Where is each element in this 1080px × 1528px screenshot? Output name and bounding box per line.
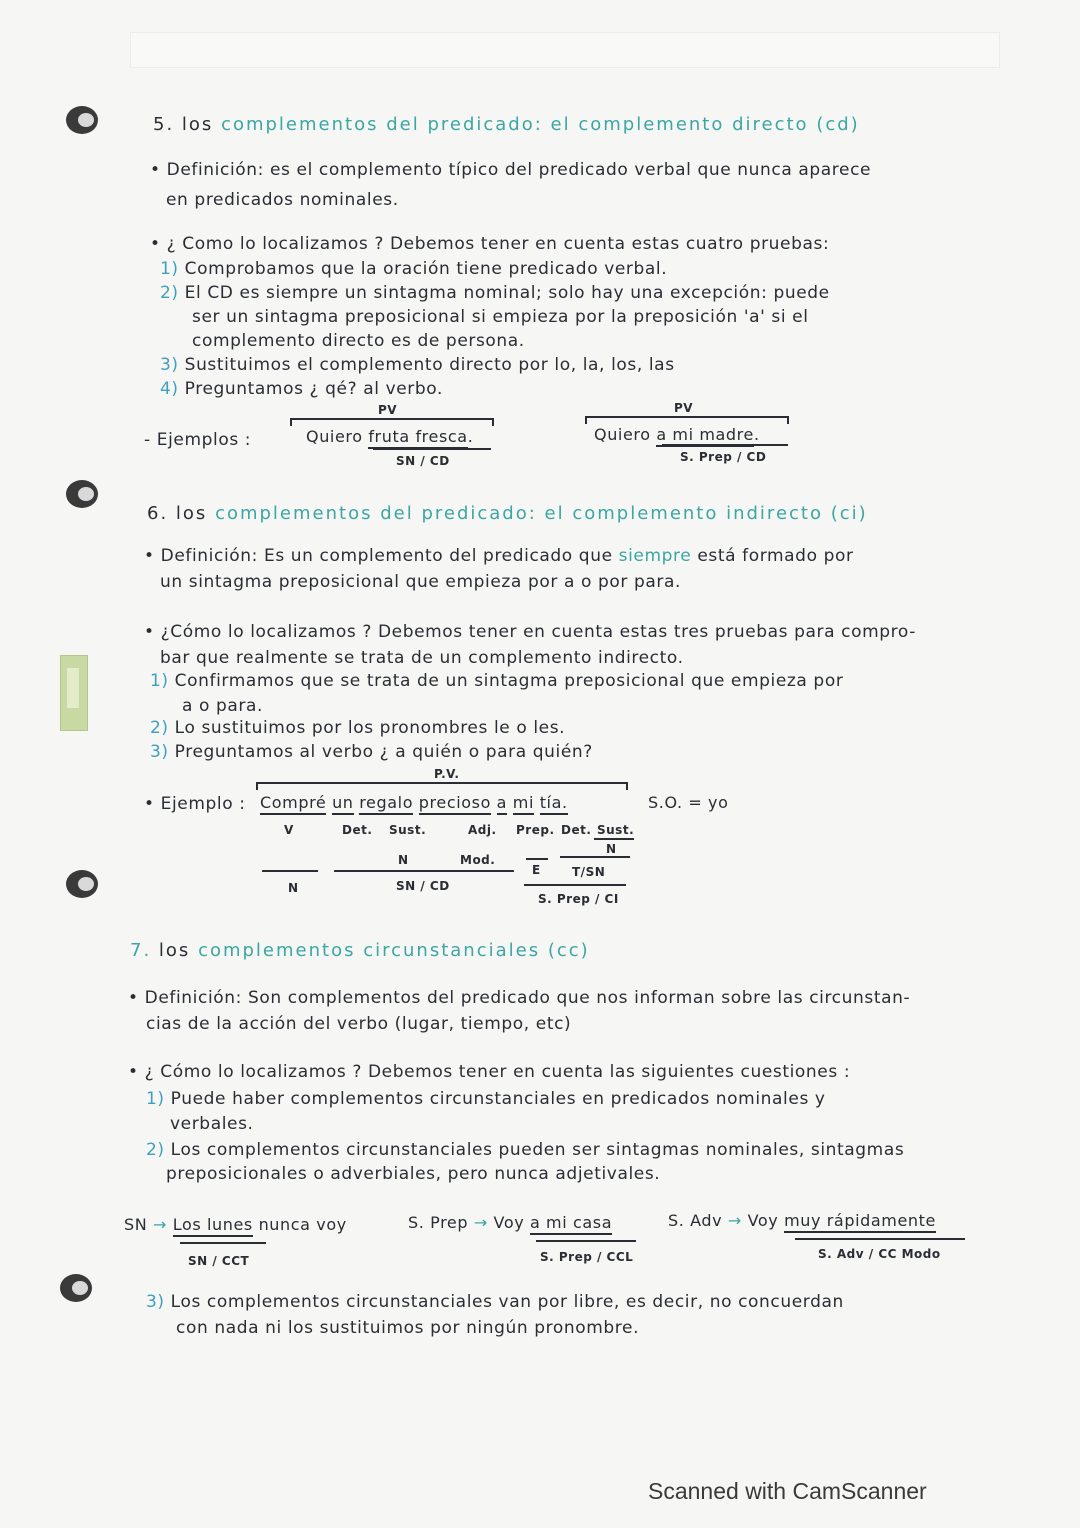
pv-label: PV	[378, 403, 398, 417]
section-6-how-cont: bar que realmente se trata de un complemento indirecto.	[160, 648, 684, 668]
rule-item: preposicionales o adverbiales, pero nunca adjetivales.	[166, 1164, 661, 1184]
constituent-line	[662, 444, 788, 446]
cc-example-tag: S. Adv / CC Modo	[818, 1247, 941, 1261]
pv-bracket	[290, 418, 494, 426]
constituent-line	[180, 1242, 266, 1244]
example-1-tag: SN / CD	[396, 454, 450, 468]
function-label: E	[532, 863, 541, 877]
cc-example-tag: S. Prep / CCL	[540, 1250, 634, 1264]
constituent-line	[536, 1240, 636, 1242]
section-6-definition-cont: un sintagma preposicional que empieza por a o por para.	[160, 572, 681, 592]
category-label: Sust.	[597, 823, 635, 837]
rule-item: 1) Puede haber complementos circunstanciales en predicados nominales y	[146, 1089, 826, 1109]
rule-item: 3) Los complementos circunstanciales van por libre, es decir, no concuerdan	[146, 1292, 844, 1312]
category-label: Sust.	[389, 823, 427, 837]
cc-example-sn: SN → Los lunes nunca voy	[124, 1217, 347, 1233]
binder-hole-icon	[58, 862, 102, 906]
constituent-line	[373, 448, 491, 450]
function-label: N	[606, 842, 617, 856]
rule-item: verbales.	[170, 1114, 254, 1134]
category-label: Prep.	[516, 823, 555, 837]
section-5-definition: • Definición: es el complemento típico del predicado verbal que nunca aparece	[150, 160, 872, 180]
rule-item: complemento directo es de persona.	[192, 331, 525, 351]
rule-item: 3) Preguntamos al verbo ¿ a quién o para quién?	[150, 742, 593, 762]
constituent-line	[524, 884, 626, 886]
section-5-how: • ¿ Como lo localizamos ? Debemos tener en cuenta estas cuatro pruebas:	[150, 234, 830, 254]
binder-hole-icon	[58, 472, 102, 516]
rule-item: 1) Confirmamos que se trata de un sintagma preposicional que empieza por	[150, 671, 844, 691]
pv-bracket	[256, 782, 628, 790]
rule-item: 2) El CD es siempre un sintagma nominal; solo hay una excepción: puede	[160, 283, 830, 303]
binder-hole-icon	[58, 98, 102, 142]
section-7-title: 7. los complementos circunstanciales (cc)	[130, 940, 590, 961]
function-label: SN / CD	[396, 879, 450, 893]
category-label: Adj.	[468, 823, 497, 837]
example-1-sentence: Quiero fruta fresca.	[306, 429, 473, 445]
scanner-watermark: Scanned with CamScanner	[648, 1478, 927, 1504]
section-7-definition-cont: cias de la acción del verbo (lugar, tiempo, etc)	[146, 1014, 572, 1034]
pv-bracket	[585, 416, 789, 424]
rule-item: 2) Los complementos circunstanciales pueden ser sintagmas nominales, sintagmas	[146, 1140, 905, 1160]
constituent-line	[560, 856, 630, 858]
section-6-how: • ¿Cómo lo localizamos ? Debemos tener en cuenta estas tres pruebas para compro-	[144, 622, 916, 642]
example-2-sentence: Quiero a mi madre.	[594, 427, 760, 443]
section-5-definition-cont: en predicados nominales.	[166, 190, 399, 210]
function-label: Mod.	[460, 853, 496, 867]
rule-item: 2) Lo sustituimos por los pronombres le o les.	[150, 718, 566, 738]
cc-example-tag: SN / CCT	[188, 1254, 250, 1268]
category-label: Det.	[342, 823, 373, 837]
top-paper-edge	[130, 32, 1000, 68]
section-7-definition: • Definición: Son complementos del predicado que nos informan sobre las circunstan-	[128, 988, 911, 1008]
example-2-tag: S. Prep / CD	[680, 450, 767, 464]
constituent-line	[526, 858, 548, 860]
function-label: T/SN	[572, 865, 606, 879]
function-label: S. Prep / CI	[538, 892, 619, 906]
parse-sentence: Compré un regalo precioso a mi tía.	[260, 795, 568, 811]
category-label: Det.	[561, 823, 592, 837]
cc-example-adv: S. Adv → Voy muy rápidamente	[668, 1213, 936, 1229]
cc-example-prep: S. Prep → Voy a mi casa	[408, 1215, 612, 1231]
rule-item: ser un sintagma preposicional si empieza por la preposición 'a' si el	[192, 307, 809, 327]
implicit-subject: S.O. = yo	[648, 793, 729, 812]
category-label: V	[284, 823, 294, 837]
section-7-how: • ¿ Cómo lo localizamos ? Debemos tener en cuenta las siguientes cuestiones :	[128, 1062, 851, 1082]
function-label: N	[288, 881, 299, 895]
section-5-title: 5. los complementos del predicado: el complemento directo (cd)	[153, 114, 860, 135]
rule-item: con nada ni los sustituimos por ningún pronombre.	[176, 1318, 640, 1338]
example-label: • Ejemplo :	[144, 794, 246, 814]
rule-item: 4) Preguntamos ¿ qé? al verbo.	[160, 379, 443, 399]
rule-item: a o para.	[182, 696, 264, 716]
rule-item: 3) Sustituimos el complemento directo por lo, la, los, las	[160, 355, 675, 375]
constituent-line	[334, 870, 514, 872]
rule-item: 1) Comprobamos que la oración tiene predicado verbal.	[160, 259, 668, 279]
function-label: N	[398, 853, 409, 867]
constituent-line	[262, 870, 318, 872]
section-6-definition: • Definición: Es un complemento del predicado que siempre está formado por	[144, 546, 854, 566]
constituent-line	[594, 838, 634, 840]
binder-hole-icon	[52, 1266, 96, 1310]
section-6-title: 6. los complementos del predicado: el complemento indirecto (ci)	[147, 503, 868, 524]
constituent-line	[795, 1238, 965, 1240]
page-tab-marker	[60, 655, 88, 731]
examples-label: - Ejemplos :	[144, 430, 252, 450]
pv-label: PV	[674, 401, 694, 415]
pv-label: P.V.	[434, 767, 460, 781]
